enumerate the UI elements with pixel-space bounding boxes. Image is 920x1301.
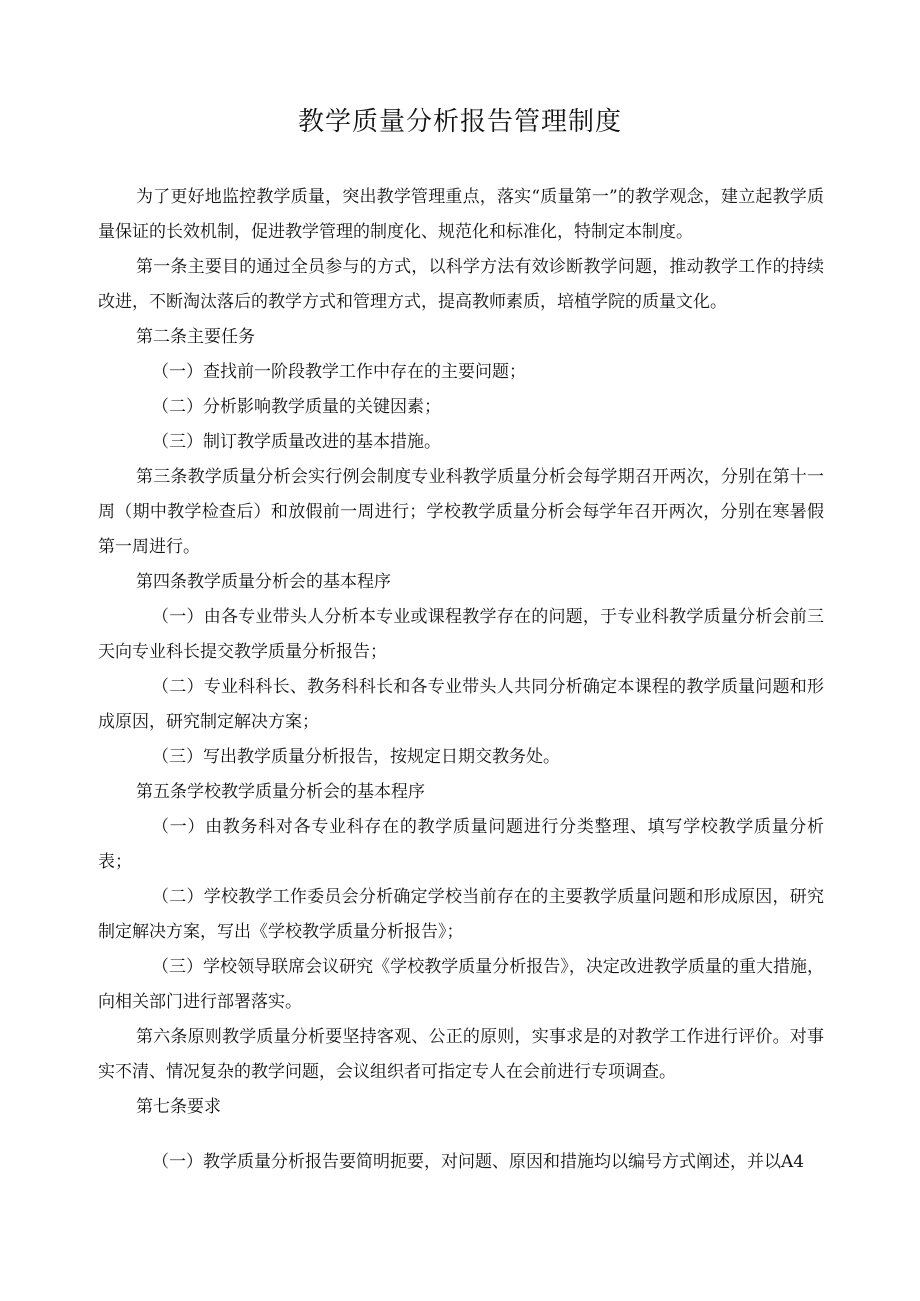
- article-7-heading: 第七条要求: [136, 1097, 221, 1117]
- article-5-item-1: （一）由教务科对各专业科存在的教学质量问题进行分类整理、填写学校教学质量分析表；: [98, 817, 824, 872]
- intro-paragraph: 为了更好地监控教学质量，突出教学管理重点，落实“质量第一”的教学观念，建立起教学质量保证的长效机制，促进教学管理的制度化、规范化和标准化，特制定本制度。: [98, 187, 824, 242]
- article-7-item-1: （一）教学质量分析报告要简明扼要，对问题、原因和措施均以编号方式阐述，并以A4: [152, 1152, 805, 1172]
- article-5-heading: 第五条学校教学质量分析会的基本程序: [136, 782, 425, 802]
- article-5-item-2: （二）学校教学工作委员会分析确定学校当前存在的主要教学质量问题和形成原因，研究制定解决方案，写出《学校教学质量分析报告》；: [98, 887, 824, 942]
- article-2-item-1: （一）查找前一阶段教学工作中存在的主要问题；: [152, 362, 526, 382]
- article-6: 第六条原则教学质量分析要坚持客观、公正的原则，实事求是的对教学工作进行评价。对事实不清、情况复杂的教学问题，会议组织者可指定专人在会前进行专项调查。: [98, 1027, 824, 1082]
- article-4-item-1: （一）由各专业带头人分析本专业或课程教学存在的问题，于专业科教学质量分析会前三天向专业科长提交教学质量分析报告；: [98, 607, 824, 662]
- article-3: 第三条教学质量分析会实行例会制度专业科教学质量分析会每学期召开两次，分别在第十一周（期中教学检查后）和放假前一周进行；学校教学质量分析会每学年召开两次，分别在寒暑假第一周进行。: [98, 467, 824, 557]
- page-title: 教学质量分析报告管理制度: [297, 107, 622, 137]
- article-4-item-3: （三）写出教学质量分析报告，按规定日期交教务处。: [152, 747, 560, 767]
- article-1: 第一条主要目的通过全员参与的方式，以科学方法有效诊断教学问题，推动教学工作的持续改进，不断淘汰落后的教学方式和管理方式，提高教师素质，培植学院的质量文化。: [98, 257, 824, 312]
- article-2-heading: 第二条主要任务: [136, 327, 255, 347]
- document-body: [98, 180, 824, 1180]
- article-4-item-2: （二）专业科科长、教务科科长和各专业带头人共同分析确定本课程的教学质量问题和形成原因，研究制定解决方案；: [98, 677, 824, 732]
- article-2-item-3: （三）制订教学质量改进的基本措施。: [152, 432, 441, 452]
- article-4-heading: 第四条教学质量分析会的基本程序: [136, 572, 391, 592]
- article-2-item-2: （二）分析影响教学质量的关键因素；: [152, 397, 441, 417]
- article-5-item-3: （三）学校领导联席会议研究《学校教学质量分析报告》，决定改进教学质量的重大措施，向相关部门进行部署落实。: [98, 957, 824, 1012]
